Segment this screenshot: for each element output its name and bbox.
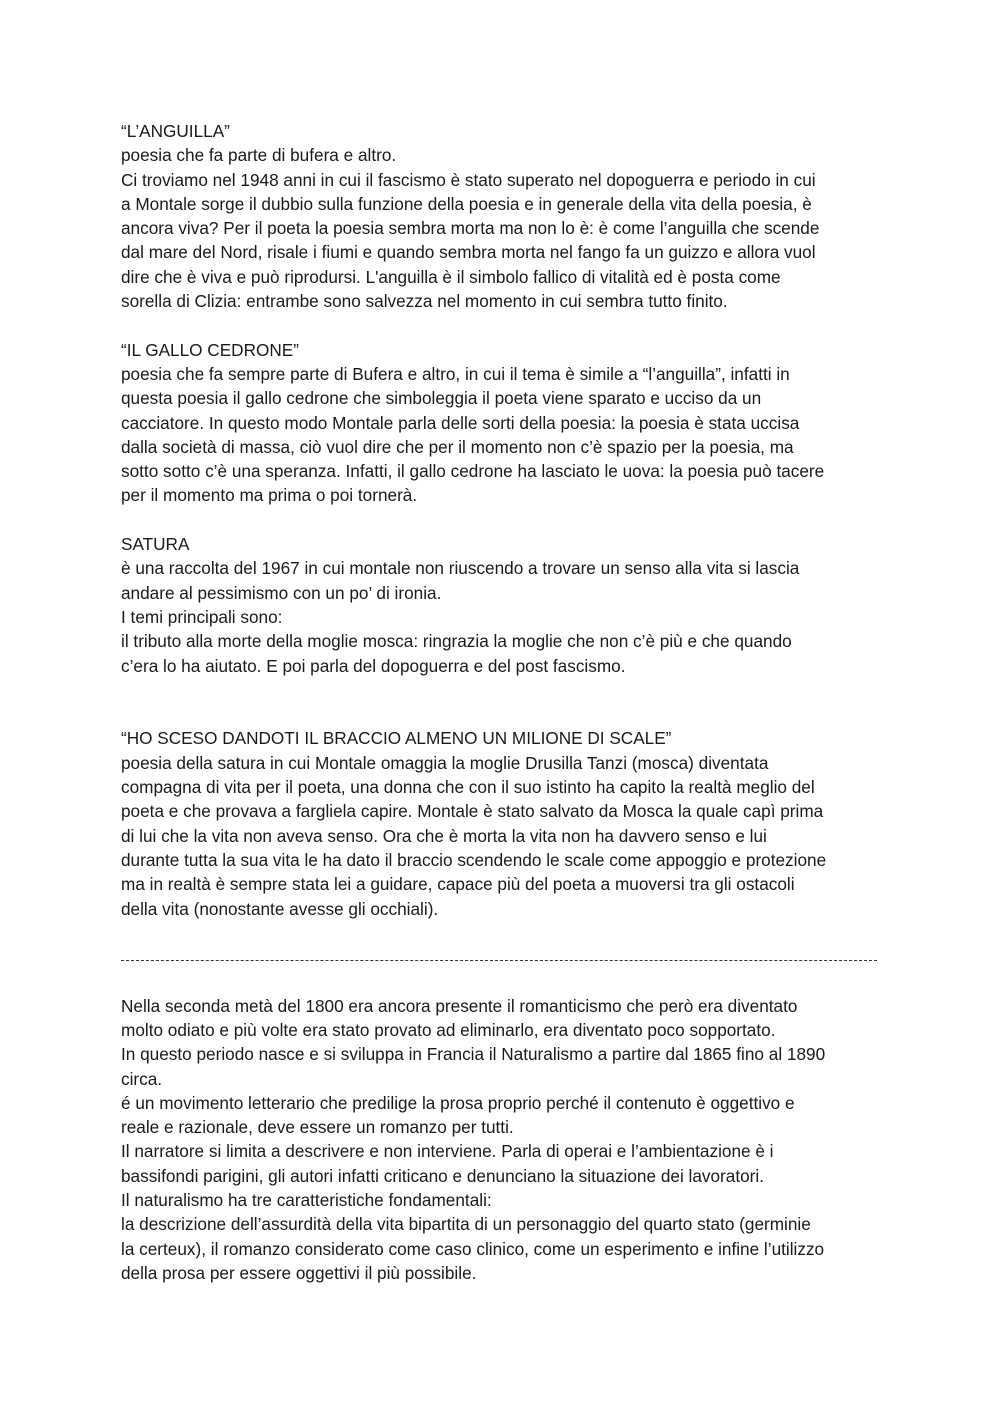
paragraph-spacer — [121, 508, 881, 532]
text-line: andare al pessimismo con un po’ di ironia. — [121, 582, 442, 603]
divider-line — [121, 960, 877, 961]
paragraph-spacer — [121, 313, 881, 337]
section-satura — [121, 532, 881, 678]
section-ho-sceso — [121, 726, 881, 920]
text-line: poesia della satura in cui Montale omaggia la moglie Drusilla Tanzi (mosca) diventata — [121, 752, 769, 773]
text-line: compagna di vita per il poeta, una donna che con il suo istinto ha capito la realtà meglio del — [121, 777, 815, 798]
text-line: poesia che fa parte di bufera e altro. — [121, 145, 397, 166]
text-line: bassifondi parigini, gli autori infatti criticano e denunciano la situazione dei lavoratori. — [121, 1165, 764, 1186]
text-line: molto odiato e più volte era stato provato ad eliminarlo, era diventato poco sopportato. — [121, 1019, 776, 1040]
text-line: c’era lo ha aiutato. E poi parla del dopoguerra e del post fascismo. — [121, 655, 626, 676]
text-line: a Montale sorge il dubbio sulla funzione della poesia e in generale della vita della poesia, è — [121, 193, 812, 214]
text-line: dire che è viva e può riprodursi. L'anguilla è il simbolo fallico di vitalità ed è posta come — [121, 266, 781, 287]
text-line: la descrizione dell’assurdità della vita bipartita di un personaggio del quarto stato (germinie — [121, 1214, 811, 1235]
text-line: la certeux), il romanzo considerato come caso clinico, come un esperimento e infine l’utilizzo — [121, 1238, 825, 1259]
text-line: questa poesia il gallo cedrone che simboleggia il poeta viene sparato e ucciso da un — [121, 388, 762, 409]
section-title: SATURA — [121, 534, 190, 555]
text-line: ancora viva? Per il poeta la poesia sembra morta ma non lo è: è come l’anguilla che scende — [121, 218, 820, 239]
paragraph-spacer — [121, 921, 881, 945]
text-line: il tributo alla morte della moglie mosca: ringrazia la moglie che non c’è più e che quando — [121, 631, 792, 652]
document-page — [121, 119, 881, 1285]
text-line: per il momento ma prima o poi tornerà. — [121, 485, 418, 506]
section-title: “HO SCESO DANDOTI IL BRACCIO ALMENO UN MILIONE DI SCALE” — [121, 728, 672, 749]
dashed-divider — [121, 945, 881, 969]
text-line: ma in realtà è sempre stata lei a guidare, capace più del poeta a muoversi tra gli ostacoli — [121, 874, 795, 895]
text-line: Ci troviamo nel 1948 anni in cui il fascismo è stato superato nel dopoguerra e periodo in cui — [121, 169, 816, 190]
text-line: sorella di Clizia: entrambe sono salvezza nel momento in cui sembra tutto finito. — [121, 291, 728, 312]
text-line: poeta e che provava a fargliela capire. Montale è stato salvato da Mosca la quale capì prima — [121, 801, 824, 822]
text-line: Il narratore si limita a descrivere e non interviene. Parla di operai e l’ambientazione è i — [121, 1141, 774, 1162]
text-line: Nella seconda metà del 1800 era ancora presente il romanticismo che però era diventato — [121, 995, 798, 1016]
section-title: “IL GALLO CEDRONE” — [121, 339, 299, 360]
text-line: di lui che la vita non aveva senso. Ora che è morta la vita non ha davvero senso e lui — [121, 825, 767, 846]
text-line: cacciatore. In questo modo Montale parla delle sorti della poesia: la poesia è stata uccisa — [121, 412, 800, 433]
text-line: Il naturalismo ha tre caratteristiche fondamentali: — [121, 1190, 492, 1211]
text-line: è una raccolta del 1967 in cui montale non riuscendo a trovare un senso alla vita si lascia — [121, 558, 800, 579]
section-title: “L’ANGUILLA” — [121, 121, 230, 141]
text-line: dal mare del Nord, risale i fiumi e quando sembra morta nel fango fa un guizzo e allora vuol — [121, 242, 816, 263]
text-line: I temi principali sono: — [121, 606, 283, 627]
section-anguilla — [121, 119, 881, 313]
text-line: poesia che fa sempre parte di Bufera e altro, in cui il tema è simile a “l’anguilla”, infatti in — [121, 363, 790, 384]
text-line: circa. — [121, 1068, 163, 1089]
text-line: sotto sotto c’è una speranza. Infatti, il gallo cedrone ha lasciato le uova: la poesia può tacere — [121, 461, 825, 482]
text-line: durante tutta la sua vita le ha dato il braccio scendendo le scale come appoggio e protezione — [121, 849, 827, 870]
paragraph-spacer — [121, 969, 881, 993]
text-line: della vita (nonostante avesse gli occhiali). — [121, 898, 439, 919]
text-line: dalla società di massa, ciò vuol dire che per il momento non c’è spazio per la poesia, ma — [121, 436, 794, 457]
text-line: reale e razionale, deve essere un romanzo per tutti. — [121, 1117, 514, 1138]
text-line: della prosa per essere oggettivi il più possibile. — [121, 1262, 477, 1283]
text-line: In questo periodo nasce e si sviluppa in Francia il Naturalismo a partire dal 1865 fino al 1890 — [121, 1044, 826, 1065]
section-gallo-cedrone — [121, 338, 881, 508]
text-line: é un movimento letterario che predilige la prosa proprio perché il contenuto è oggettivo e — [121, 1092, 795, 1113]
paragraph-spacer — [121, 678, 881, 727]
section-naturalismo — [121, 994, 881, 1286]
